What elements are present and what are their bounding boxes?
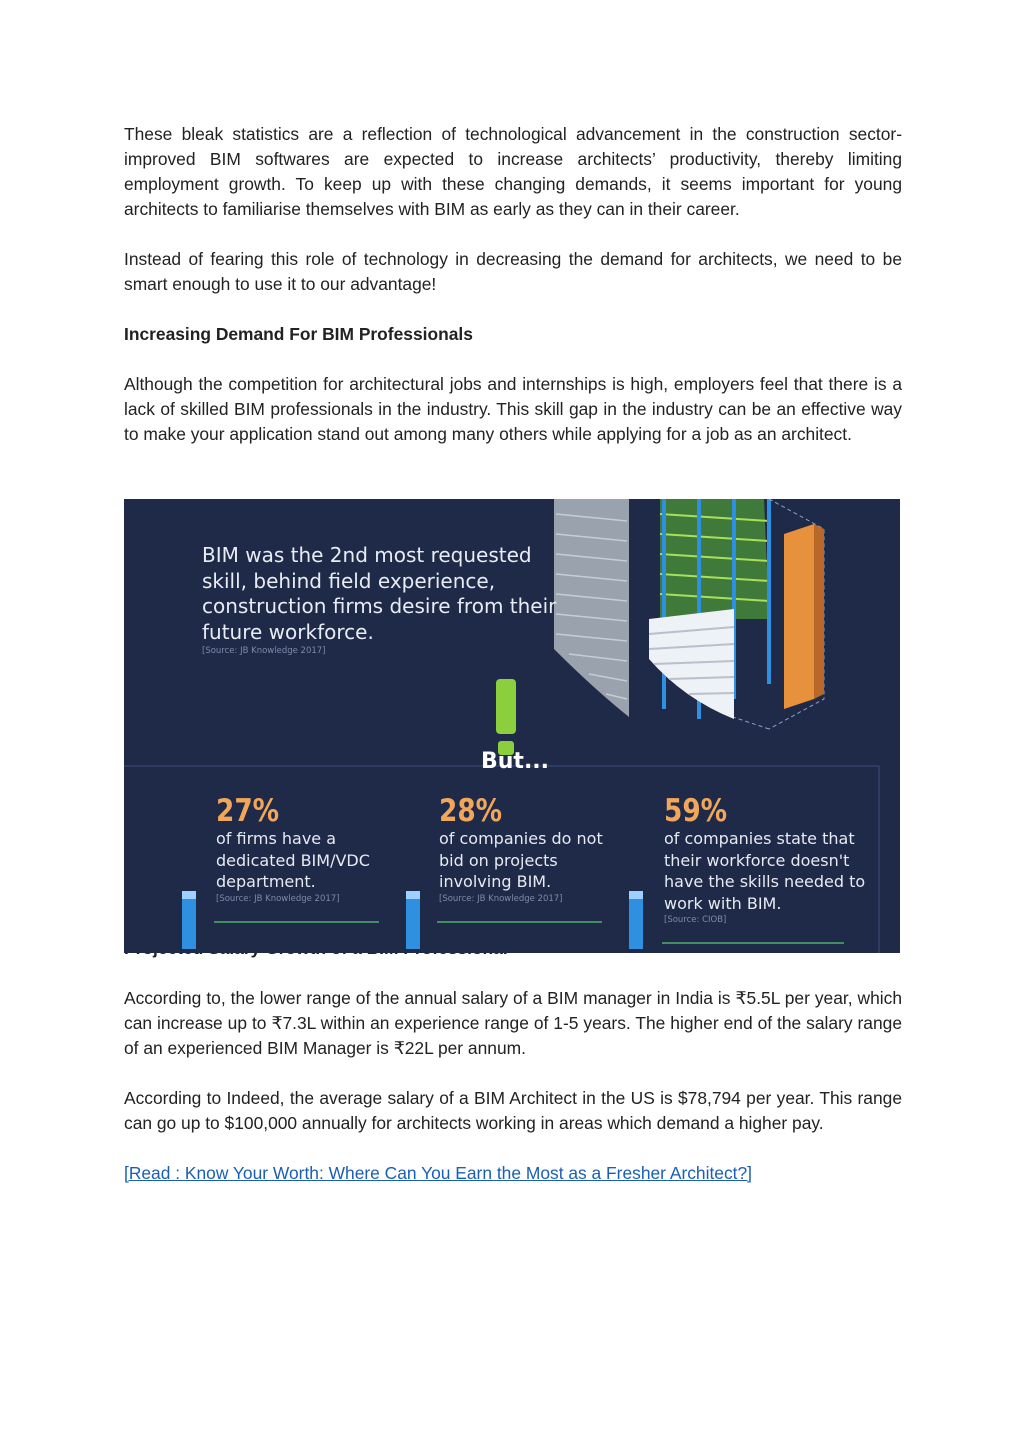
headline-source: [Source: JB Knowledge 2017] bbox=[202, 646, 326, 656]
paragraph-india-salary: According to, the lower range of the annual salary of a BIM manager in India is ₹5.5L per year, which can increase up to ₹7.3L within an experience range of 1-5 years. The higher end of the salary range of an experienced BIM Manager is ₹22L per annum. bbox=[124, 988, 902, 1058]
stat-percent: 59% bbox=[664, 793, 728, 829]
stat-card-2 bbox=[439, 794, 614, 905]
infographic-headline bbox=[202, 543, 562, 657]
paragraph-competition: Although the competition for architectural jobs and internships is high, employers feel that there is a lack of skilled BIM professionals in the industry. This skill gap in the industry can be an effective way to make your application stand out among many others while applying for a job as an architect. bbox=[124, 374, 902, 444]
stat-source: [Source: CIOB] bbox=[664, 915, 727, 925]
stat-description: of companies do not bid on projects involving BIM. bbox=[439, 829, 603, 891]
paragraph-us-salary: According to Indeed, the average salary of a BIM Architect in the US is $78,794 per year. This range can go up to $100,000 annually for architects working in areas which demand a higher pay. bbox=[124, 1088, 902, 1133]
stat-percent: 28% bbox=[439, 793, 503, 829]
paragraph-technology: Instead of fearing this role of technology in decreasing the demand for architects, we need to be smart enough to use it to our advantage! bbox=[124, 249, 902, 294]
read-more-link[interactable]: [Read : Know Your Worth: Where Can You Earn the Most as a Fresher Architect?] bbox=[124, 1163, 753, 1183]
stat-source: [Source: JB Knowledge 2017] bbox=[216, 893, 340, 904]
stat-description: of firms have a dedicated BIM/VDC department. bbox=[216, 829, 370, 891]
stat-card-1 bbox=[216, 794, 396, 905]
stat-percent: 27% bbox=[216, 793, 280, 829]
paragraph-statistics: These bleak statistics are a reflection of technological advancement in the construction sector-improved BIM softwares are expected to increase architects’ productivity, thereby limiting employment growth. To keep up with these changing demands, it seems important for young architects to familiarise themselves with BIM as early as they can in their career. bbox=[124, 124, 902, 219]
heading-increasing-demand: Increasing Demand For BIM Professionals bbox=[124, 324, 473, 344]
stat-source: [Source: JB Knowledge 2017] bbox=[439, 893, 563, 904]
but-label: But... bbox=[481, 749, 550, 774]
bim-infographic bbox=[124, 499, 900, 953]
stat-description: of companies state that their workforce doesn't have the skills needed to work with BIM. bbox=[664, 829, 866, 913]
stat-card-3 bbox=[664, 794, 869, 926]
headline-text: BIM was the 2nd most requested skill, behind field experience, construction firms desire from their future workforce. bbox=[202, 543, 557, 644]
